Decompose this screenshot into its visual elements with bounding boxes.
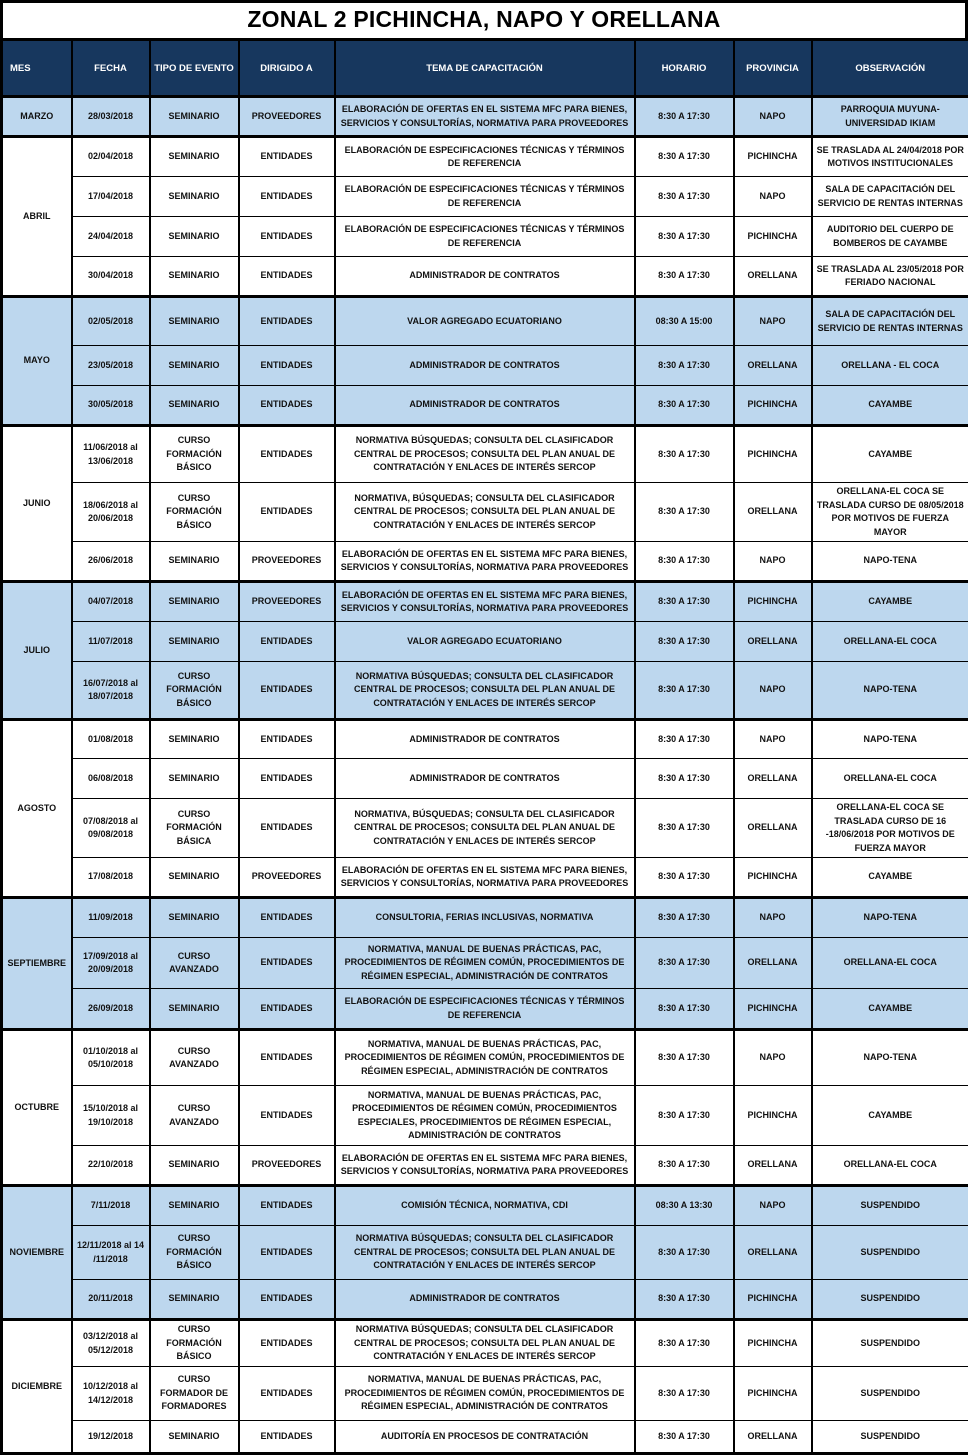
cell-tipo-evento: CURSO FORMACIÓN BÁSICA: [150, 799, 239, 858]
cell-observacion: ORELLANA-EL COCA: [812, 759, 968, 799]
cell-observacion: NAPO-TENA: [812, 662, 968, 720]
table-row: [2, 346, 968, 386]
table-row: [2, 1146, 968, 1186]
cell-provincia: NAPO: [734, 1030, 812, 1086]
cell-tema: ELABORACIÓN DE ESPECIFICACIONES TÉCNICAS Y TÉRMINOS DE REFERENCIA: [335, 177, 635, 217]
cell-tipo-evento: SEMINARIO: [150, 582, 239, 622]
cell-tipo-evento: SEMINARIO: [150, 1421, 239, 1454]
cell-dirigido-a: ENTIDADES: [239, 1421, 335, 1454]
cell-tipo-evento: SEMINARIO: [150, 858, 239, 898]
cell-observacion: NAPO-TENA: [812, 1030, 968, 1086]
cell-fecha: 16/07/2018 al 18/07/2018: [72, 662, 150, 720]
cell-tipo-evento: CURSO AVANZADO: [150, 938, 239, 989]
cell-dirigido-a: ENTIDADES: [239, 137, 335, 177]
cell-provincia: NAPO: [734, 898, 812, 938]
month-cell: MAYO: [2, 297, 72, 426]
cell-tipo-evento: CURSO FORMACIÓN BÁSICO: [150, 1320, 239, 1367]
cell-fecha: 02/05/2018: [72, 297, 150, 346]
table-row: [2, 1186, 968, 1226]
cell-observacion: CAYAMBE: [812, 1086, 968, 1146]
month-cell: SEPTIEMBRE: [2, 898, 72, 1030]
cell-fecha: 11/09/2018: [72, 898, 150, 938]
cell-tema: ELABORACIÓN DE ESPECIFICACIONES TÉCNICAS Y TÉRMINOS DE REFERENCIA: [335, 989, 635, 1030]
cell-observacion: ORELLANA-EL COCA: [812, 938, 968, 989]
cell-fecha: 18/06/2018 al 20/06/2018: [72, 483, 150, 542]
cell-horario: 8:30 A 17:30: [635, 799, 734, 858]
cell-dirigido-a: ENTIDADES: [239, 483, 335, 542]
cell-provincia: PICHINCHA: [734, 217, 812, 257]
cell-tema: ADMINISTRADOR DE CONTRATOS: [335, 759, 635, 799]
cell-provincia: NAPO: [734, 97, 812, 137]
cell-horario: 8:30 A 17:30: [635, 858, 734, 898]
cell-observacion: ORELLANA-EL COCA: [812, 1146, 968, 1186]
cell-observacion: CAYAMBE: [812, 426, 968, 483]
cell-provincia: PICHINCHA: [734, 137, 812, 177]
cell-tipo-evento: CURSO FORMACIÓN BÁSICO: [150, 662, 239, 720]
cell-horario: 8:30 A 17:30: [635, 662, 734, 720]
table-row: [2, 1367, 968, 1421]
cell-dirigido-a: ENTIDADES: [239, 1367, 335, 1421]
cell-tema: ADMINISTRADOR DE CONTRATOS: [335, 1280, 635, 1320]
cell-provincia: ORELLANA: [734, 938, 812, 989]
cell-tema: NORMATIVA BÚSQUEDAS; CONSULTA DEL CLASIFICADOR CENTRAL DE PROCESOS; CONSULTA DEL PLAN ANUAL DE CONTRATACIÓN Y ENLACES DE INTERÉS SERCOP: [335, 1320, 635, 1367]
cell-tipo-evento: SEMINARIO: [150, 97, 239, 137]
cell-horario: 8:30 A 17:30: [635, 759, 734, 799]
cell-tema: NORMATIVA BÚSQUEDAS; CONSULTA DEL CLASIFICADOR CENTRAL DE PROCESOS; CONSULTA DEL PLAN ANUAL DE CONTRATACIÓN Y ENLACES DE INTERÉS SERCOP: [335, 662, 635, 720]
cell-dirigido-a: ENTIDADES: [239, 1320, 335, 1367]
header-provincia: PROVINCIA: [734, 40, 812, 97]
table-row: [2, 898, 968, 938]
cell-tema: AUDITORÍA EN PROCESOS DE CONTRATACIÓN: [335, 1421, 635, 1454]
cell-dirigido-a: ENTIDADES: [239, 346, 335, 386]
cell-provincia: NAPO: [734, 542, 812, 582]
cell-dirigido-a: ENTIDADES: [239, 217, 335, 257]
cell-horario: 8:30 A 17:30: [635, 1146, 734, 1186]
cell-horario: 8:30 A 17:30: [635, 346, 734, 386]
cell-fecha: 01/08/2018: [72, 720, 150, 759]
cell-tema: VALOR AGREGADO ECUATORIANO: [335, 622, 635, 662]
cell-dirigido-a: PROVEEDORES: [239, 858, 335, 898]
cell-tipo-evento: SEMINARIO: [150, 622, 239, 662]
cell-fecha: 10/12/2018 al 14/12/2018: [72, 1367, 150, 1421]
cell-tipo-evento: SEMINARIO: [150, 720, 239, 759]
cell-dirigido-a: ENTIDADES: [239, 297, 335, 346]
cell-horario: 8:30 A 17:30: [635, 257, 734, 297]
month-cell: JUNIO: [2, 426, 72, 582]
table-row: [2, 858, 968, 898]
cell-dirigido-a: ENTIDADES: [239, 938, 335, 989]
cell-observacion: SALA DE CAPACITACIÓN DEL SERVICIO DE RENTAS INTERNAS: [812, 177, 968, 217]
table-row: [2, 582, 968, 622]
cell-fecha: 01/10/2018 al 05/10/2018: [72, 1030, 150, 1086]
cell-provincia: NAPO: [734, 662, 812, 720]
cell-fecha: 02/04/2018: [72, 137, 150, 177]
cell-fecha: 28/03/2018: [72, 97, 150, 137]
cell-provincia: NAPO: [734, 177, 812, 217]
cell-fecha: 23/05/2018: [72, 346, 150, 386]
cell-observacion: SUSPENDIDO: [812, 1367, 968, 1421]
month-cell: MARZO: [2, 97, 72, 137]
cell-fecha: 11/06/2018 al 13/06/2018: [72, 426, 150, 483]
header-mes: MES: [2, 40, 72, 97]
cell-tipo-evento: CURSO FORMACIÓN BÁSICO: [150, 426, 239, 483]
cell-observacion: PARROQUIA MUYUNA-UNIVERSIDAD IKIAM: [812, 97, 968, 137]
table-row: [2, 1030, 968, 1086]
cell-observacion: SE TRASLADA AL 23/05/2018 POR FERIADO NACIONAL: [812, 257, 968, 297]
cell-tema: ADMINISTRADOR DE CONTRATOS: [335, 720, 635, 759]
cell-provincia: ORELLANA: [734, 1146, 812, 1186]
cell-tema: ELABORACIÓN DE OFERTAS EN EL SISTEMA MFC PARA BIENES, SERVICIOS Y CONSULTORÍAS, NORMATIVA PARA PROVEEDORES: [335, 858, 635, 898]
header-observacion: OBSERVACIÓN: [812, 40, 968, 97]
cell-provincia: ORELLANA: [734, 759, 812, 799]
table-row: [2, 177, 968, 217]
cell-observacion: SUSPENDIDO: [812, 1421, 968, 1454]
cell-tema: ADMINISTRADOR DE CONTRATOS: [335, 386, 635, 426]
cell-provincia: ORELLANA: [734, 257, 812, 297]
cell-tema: ELABORACIÓN DE OFERTAS EN EL SISTEMA MFC PARA BIENES, SERVICIOS Y CONSULTORÍAS, NORMATIVA PARA PROVEEDORES: [335, 1146, 635, 1186]
cell-dirigido-a: PROVEEDORES: [239, 97, 335, 137]
month-cell: ABRIL: [2, 137, 72, 297]
table-row: [2, 759, 968, 799]
schedule-table: [0, 38, 968, 1455]
cell-observacion: CAYAMBE: [812, 858, 968, 898]
cell-tema: NORMATIVA, MANUAL DE BUENAS PRÁCTICAS, PAC, PROCEDIMIENTOS DE RÉGIMEN COMÚN, PROCEDIMIENTOS DE RÉGIMEN ESPECIAL, ADMINISTRACIÓN DE CONTRATOS: [335, 1030, 635, 1086]
table-row: [2, 1421, 968, 1454]
cell-observacion: SUSPENDIDO: [812, 1226, 968, 1280]
header-fecha: FECHA: [72, 40, 150, 97]
cell-observacion: CAYAMBE: [812, 386, 968, 426]
cell-observacion: ORELLANA-EL COCA SE TRASLADA CURSO DE 16 -18/06/2018 POR MOTIVOS DE FUERZA MAYOR: [812, 799, 968, 858]
cell-provincia: ORELLANA: [734, 1421, 812, 1454]
cell-tipo-evento: SEMINARIO: [150, 1280, 239, 1320]
table-header: [2, 40, 968, 97]
cell-tema: ELABORACIÓN DE ESPECIFICACIONES TÉCNICAS Y TÉRMINOS DE REFERENCIA: [335, 217, 635, 257]
cell-tipo-evento: CURSO AVANZADO: [150, 1086, 239, 1146]
cell-dirigido-a: ENTIDADES: [239, 720, 335, 759]
cell-tema: COMISIÓN TÉCNICA, NORMATIVA, CDI: [335, 1186, 635, 1226]
cell-horario: 8:30 A 17:30: [635, 622, 734, 662]
cell-tipo-evento: SEMINARIO: [150, 898, 239, 938]
cell-provincia: NAPO: [734, 1186, 812, 1226]
cell-provincia: NAPO: [734, 720, 812, 759]
cell-dirigido-a: ENTIDADES: [239, 1280, 335, 1320]
table-row: [2, 426, 968, 483]
cell-fecha: 12/11/2018 al 14 /11/2018: [72, 1226, 150, 1280]
cell-fecha: 7/11/2018: [72, 1186, 150, 1226]
cell-dirigido-a: ENTIDADES: [239, 177, 335, 217]
cell-dirigido-a: ENTIDADES: [239, 426, 335, 483]
cell-provincia: PICHINCHA: [734, 1280, 812, 1320]
cell-horario: 8:30 A 17:30: [635, 938, 734, 989]
cell-fecha: 07/08/2018 al 09/08/2018: [72, 799, 150, 858]
cell-fecha: 22/10/2018: [72, 1146, 150, 1186]
month-cell: OCTUBRE: [2, 1030, 72, 1186]
cell-observacion: ORELLANA-EL COCA: [812, 622, 968, 662]
cell-fecha: 26/09/2018: [72, 989, 150, 1030]
cell-tema: NORMATIVA BÚSQUEDAS; CONSULTA DEL CLASIFICADOR CENTRAL DE PROCESOS; CONSULTA DEL PLAN ANUAL DE CONTRATACIÓN Y ENLACES DE INTERÉS SERCOP: [335, 1226, 635, 1280]
cell-tema: NORMATIVA, MANUAL DE BUENAS PRÁCTICAS, PAC, PROCEDIMIENTOS DE RÉGIMEN COMÚN, PROCEDIMIENTOS DE RÉGIMEN ESPECIAL, ADMINISTRACIÓN DE CONTRATOS: [335, 1367, 635, 1421]
cell-dirigido-a: ENTIDADES: [239, 257, 335, 297]
table-row: [2, 483, 968, 542]
table-row: [2, 622, 968, 662]
cell-horario: 08:30 A 13:30: [635, 1186, 734, 1226]
cell-dirigido-a: PROVEEDORES: [239, 1146, 335, 1186]
cell-horario: 8:30 A 17:30: [635, 177, 734, 217]
table-row: [2, 386, 968, 426]
cell-tema: NORMATIVA, BÚSQUEDAS; CONSULTA DEL CLASIFICADOR CENTRAL DE PROCESOS; CONSULTA DEL PLAN ANUAL DE CONTRATACIÓN Y ENLACES DE INTERÉS SERCOP: [335, 799, 635, 858]
cell-horario: 8:30 A 17:30: [635, 1367, 734, 1421]
cell-horario: 8:30 A 17:30: [635, 1226, 734, 1280]
cell-provincia: ORELLANA: [734, 799, 812, 858]
cell-tema: CONSULTORIA, FERIAS INCLUSIVAS, NORMATIVA: [335, 898, 635, 938]
cell-fecha: 17/04/2018: [72, 177, 150, 217]
cell-horario: 8:30 A 17:30: [635, 1421, 734, 1454]
cell-horario: 8:30 A 17:30: [635, 1280, 734, 1320]
cell-dirigido-a: ENTIDADES: [239, 1086, 335, 1146]
cell-tema: NORMATIVA, MANUAL DE BUENAS PRÁCTICAS, PAC, PROCEDIMIENTOS DE RÉGIMEN COMÚN, PROCEDIMIENTOS DE RÉGIMEN ESPECIAL, ADMINISTRACIÓN DE CONTRATOS: [335, 938, 635, 989]
cell-dirigido-a: ENTIDADES: [239, 799, 335, 858]
cell-tema: NORMATIVA BÚSQUEDAS; CONSULTA DEL CLASIFICADOR CENTRAL DE PROCESOS; CONSULTA DEL PLAN ANUAL DE CONTRATACIÓN Y ENLACES DE INTERÉS SERCOP: [335, 426, 635, 483]
cell-dirigido-a: ENTIDADES: [239, 1030, 335, 1086]
cell-fecha: 11/07/2018: [72, 622, 150, 662]
table-row: [2, 1320, 968, 1367]
cell-horario: 8:30 A 17:30: [635, 1086, 734, 1146]
cell-horario: 8:30 A 17:30: [635, 137, 734, 177]
table-row: [2, 799, 968, 858]
cell-dirigido-a: PROVEEDORES: [239, 582, 335, 622]
cell-dirigido-a: ENTIDADES: [239, 898, 335, 938]
month-cell: JULIO: [2, 582, 72, 720]
cell-provincia: PICHINCHA: [734, 858, 812, 898]
cell-fecha: 06/08/2018: [72, 759, 150, 799]
table-row: [2, 97, 968, 137]
cell-tema: ELABORACIÓN DE OFERTAS EN EL SISTEMA MFC PARA BIENES, SERVICIOS Y CONSULTORÍAS, NORMATIVA PARA PROVEEDORES: [335, 97, 635, 137]
table-row: [2, 217, 968, 257]
cell-dirigido-a: ENTIDADES: [239, 989, 335, 1030]
cell-horario: 8:30 A 17:30: [635, 898, 734, 938]
cell-horario: 8:30 A 17:30: [635, 386, 734, 426]
cell-fecha: 04/07/2018: [72, 582, 150, 622]
month-cell: NOVIEMBRE: [2, 1186, 72, 1320]
table-row: [2, 257, 968, 297]
header-tema: TEMA DE CAPACITACIÓN: [335, 40, 635, 97]
cell-provincia: PICHINCHA: [734, 1367, 812, 1421]
cell-fecha: 30/04/2018: [72, 257, 150, 297]
cell-tema: NORMATIVA, BÚSQUEDAS; CONSULTA DEL CLASIFICADOR CENTRAL DE PROCESOS; CONSULTA DEL PLAN ANUAL DE CONTRATACIÓN Y ENLACES DE INTERÉS SERCOP: [335, 483, 635, 542]
cell-tipo-evento: SEMINARIO: [150, 1146, 239, 1186]
cell-dirigido-a: ENTIDADES: [239, 662, 335, 720]
cell-horario: 8:30 A 17:30: [635, 720, 734, 759]
cell-provincia: ORELLANA: [734, 622, 812, 662]
cell-tema: VALOR AGREGADO ECUATORIANO: [335, 297, 635, 346]
header-dirigido-a: DIRIGIDO A: [239, 40, 335, 97]
cell-observacion: SUSPENDIDO: [812, 1186, 968, 1226]
table-row: [2, 137, 968, 177]
cell-horario: 8:30 A 17:30: [635, 1030, 734, 1086]
cell-tema: ADMINISTRADOR DE CONTRATOS: [335, 346, 635, 386]
cell-dirigido-a: ENTIDADES: [239, 622, 335, 662]
cell-fecha: 30/05/2018: [72, 386, 150, 426]
cell-provincia: ORELLANA: [734, 346, 812, 386]
cell-tipo-evento: CURSO FORMACIÓN BÁSICO: [150, 1226, 239, 1280]
cell-provincia: ORELLANA: [734, 483, 812, 542]
table-row: [2, 542, 968, 582]
cell-horario: 8:30 A 17:30: [635, 989, 734, 1030]
cell-observacion: SUSPENDIDO: [812, 1280, 968, 1320]
cell-dirigido-a: PROVEEDORES: [239, 542, 335, 582]
cell-observacion: NAPO-TENA: [812, 898, 968, 938]
cell-tipo-evento: SEMINARIO: [150, 989, 239, 1030]
cell-provincia: NAPO: [734, 297, 812, 346]
cell-tipo-evento: SEMINARIO: [150, 217, 239, 257]
table-row: [2, 720, 968, 759]
cell-tipo-evento: SEMINARIO: [150, 177, 239, 217]
cell-horario: 8:30 A 17:30: [635, 582, 734, 622]
cell-provincia: PICHINCHA: [734, 582, 812, 622]
cell-horario: 8:30 A 17:30: [635, 97, 734, 137]
table-row: [2, 938, 968, 989]
cell-tema: ADMINISTRADOR DE CONTRATOS: [335, 257, 635, 297]
cell-tema: ELABORACIÓN DE OFERTAS EN EL SISTEMA MFC PARA BIENES, SERVICIOS Y CONSULTORÍAS, NORMATIVA PARA PROVEEDORES: [335, 542, 635, 582]
cell-tipo-evento: CURSO FORMACIÓN BÁSICO: [150, 483, 239, 542]
cell-provincia: PICHINCHA: [734, 1086, 812, 1146]
cell-observacion: ORELLANA - EL COCA: [812, 346, 968, 386]
cell-tipo-evento: SEMINARIO: [150, 759, 239, 799]
cell-tipo-evento: SEMINARIO: [150, 1186, 239, 1226]
table-row: [2, 1086, 968, 1146]
cell-observacion: SUSPENDIDO: [812, 1320, 968, 1367]
table-row: [2, 297, 968, 346]
cell-observacion: ORELLANA-EL COCA SE TRASLADA CURSO DE 08/05/2018 POR MOTIVOS DE FUERZA MAYOR: [812, 483, 968, 542]
cell-horario: 8:30 A 17:30: [635, 483, 734, 542]
cell-fecha: 17/08/2018: [72, 858, 150, 898]
cell-fecha: 19/12/2018: [72, 1421, 150, 1454]
cell-tema: ELABORACIÓN DE OFERTAS EN EL SISTEMA MFC PARA BIENES, SERVICIOS Y CONSULTORÍAS, NORMATIVA PARA PROVEEDORES: [335, 582, 635, 622]
header-tipo-evento: TIPO DE EVENTO: [150, 40, 239, 97]
cell-tipo-evento: SEMINARIO: [150, 257, 239, 297]
cell-provincia: PICHINCHA: [734, 989, 812, 1030]
cell-fecha: 20/11/2018: [72, 1280, 150, 1320]
page-title: ZONAL 2 PICHINCHA, NAPO Y ORELLANA: [0, 0, 968, 38]
cell-fecha: 15/10/2018 al 19/10/2018: [72, 1086, 150, 1146]
table-row: [2, 1280, 968, 1320]
cell-tipo-evento: SEMINARIO: [150, 137, 239, 177]
cell-observacion: CAYAMBE: [812, 582, 968, 622]
cell-observacion: SALA DE CAPACITACIÓN DEL SERVICIO DE RENTAS INTERNAS: [812, 297, 968, 346]
cell-horario: 8:30 A 17:30: [635, 426, 734, 483]
cell-provincia: ORELLANA: [734, 1226, 812, 1280]
header-horario: HORARIO: [635, 40, 734, 97]
cell-observacion: NAPO-TENA: [812, 542, 968, 582]
cell-horario: 08:30 A 15:00: [635, 297, 734, 346]
cell-provincia: PICHINCHA: [734, 386, 812, 426]
cell-tipo-evento: SEMINARIO: [150, 542, 239, 582]
cell-dirigido-a: ENTIDADES: [239, 386, 335, 426]
month-cell: DICIEMBRE: [2, 1320, 72, 1454]
cell-observacion: SE TRASLADA AL 24/04/2018 POR MOTIVOS INSTITUCIONALES: [812, 137, 968, 177]
cell-tipo-evento: SEMINARIO: [150, 386, 239, 426]
table-row: [2, 662, 968, 720]
cell-observacion: NAPO-TENA: [812, 720, 968, 759]
cell-provincia: PICHINCHA: [734, 426, 812, 483]
cell-dirigido-a: ENTIDADES: [239, 1226, 335, 1280]
cell-tipo-evento: SEMINARIO: [150, 297, 239, 346]
cell-horario: 8:30 A 17:30: [635, 1320, 734, 1367]
cell-fecha: 17/09/2018 al 20/09/2018: [72, 938, 150, 989]
cell-tipo-evento: SEMINARIO: [150, 346, 239, 386]
cell-observacion: CAYAMBE: [812, 989, 968, 1030]
cell-tema: ELABORACIÓN DE ESPECIFICACIONES TÉCNICAS Y TÉRMINOS DE REFERENCIA: [335, 137, 635, 177]
cell-horario: 8:30 A 17:30: [635, 542, 734, 582]
table-row: [2, 1226, 968, 1280]
cell-fecha: 26/06/2018: [72, 542, 150, 582]
month-cell: AGOSTO: [2, 720, 72, 898]
table-row: [2, 989, 968, 1030]
cell-observacion: AUDITORIO DEL CUERPO DE BOMBEROS DE CAYAMBE: [812, 217, 968, 257]
cell-fecha: 03/12/2018 al 05/12/2018: [72, 1320, 150, 1367]
cell-tipo-evento: CURSO AVANZADO: [150, 1030, 239, 1086]
cell-tipo-evento: CURSO FORMADOR DE FORMADORES: [150, 1367, 239, 1421]
cell-horario: 8:30 A 17:30: [635, 217, 734, 257]
cell-dirigido-a: ENTIDADES: [239, 759, 335, 799]
cell-tema: NORMATIVA, MANUAL DE BUENAS PRÁCTICAS, PAC, PROCEDIMIENTOS DE RÉGIMEN COMÚN, PROCEDIMIENTOS ESPECIALES, PROCEDIMIENTOS DE RÉGIMEN ESPECIAL, ADMINISTRACIÓN DE CONTRATOS: [335, 1086, 635, 1146]
cell-provincia: PICHINCHA: [734, 1320, 812, 1367]
cell-fecha: 24/04/2018: [72, 217, 150, 257]
cell-dirigido-a: ENTIDADES: [239, 1186, 335, 1226]
